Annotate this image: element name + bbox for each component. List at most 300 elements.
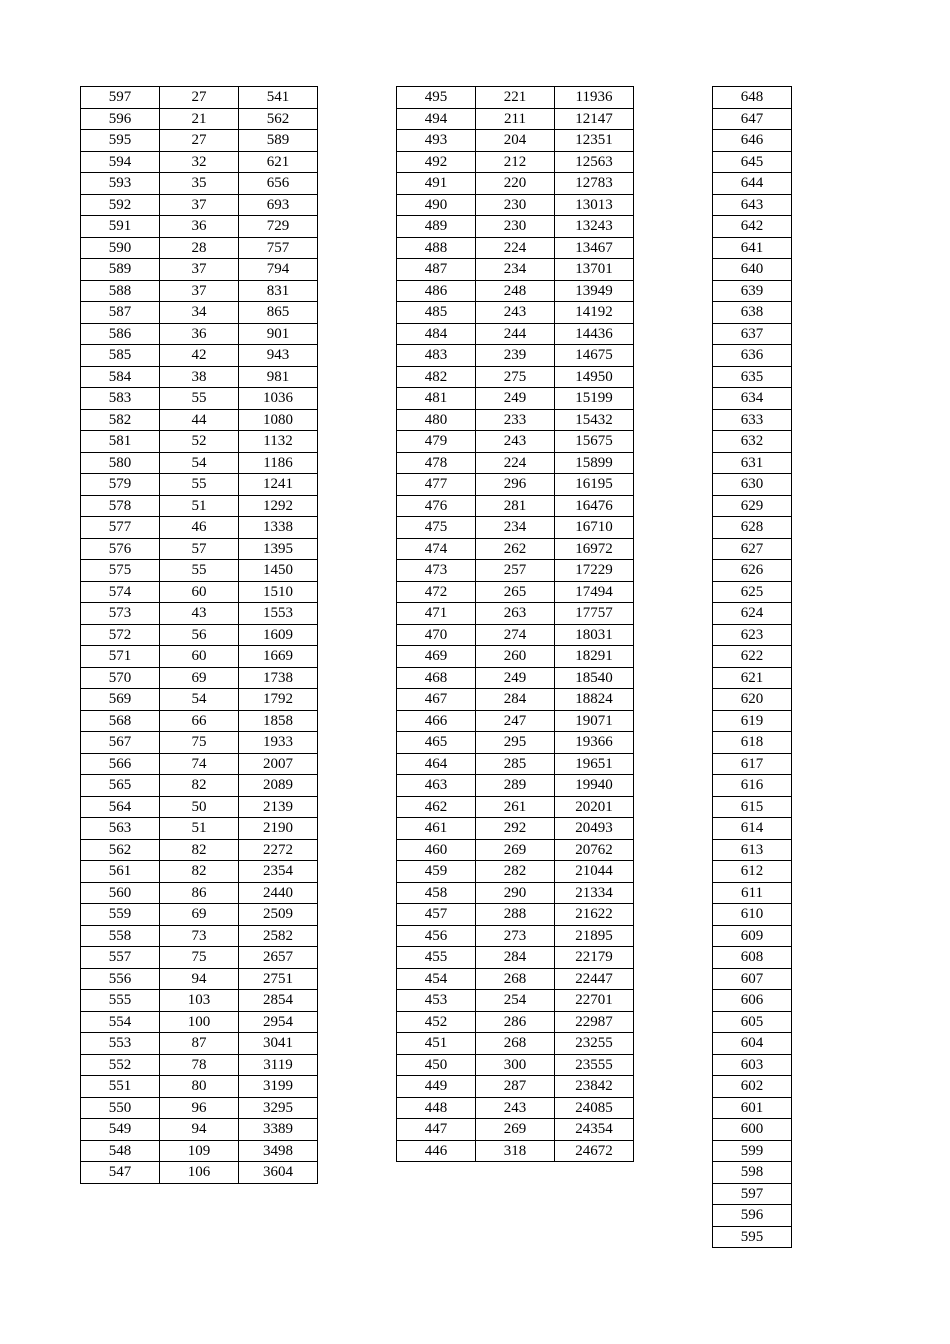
table-cell: 3041 xyxy=(239,1033,318,1055)
table-cell: 597 xyxy=(713,1183,792,1205)
table-cell: 220 xyxy=(476,173,555,195)
table-cell: 630 xyxy=(713,474,792,496)
table-row xyxy=(397,990,634,1012)
table-row xyxy=(397,452,634,474)
table-cell: 249 xyxy=(476,388,555,410)
table-cell: 224 xyxy=(476,452,555,474)
table-cell: 597 xyxy=(81,87,160,109)
table-cell: 459 xyxy=(397,861,476,883)
table-cell: 32 xyxy=(160,151,239,173)
table-cell: 21622 xyxy=(555,904,634,926)
table-row xyxy=(81,1076,318,1098)
table-cell: 490 xyxy=(397,194,476,216)
table-row xyxy=(397,1140,634,1162)
table-cell: 589 xyxy=(81,259,160,281)
table-row xyxy=(397,1033,634,1055)
table-cell: 574 xyxy=(81,581,160,603)
table-cell: 73 xyxy=(160,925,239,947)
table-cell: 12563 xyxy=(555,151,634,173)
table-cell: 476 xyxy=(397,495,476,517)
table-cell: 1792 xyxy=(239,689,318,711)
table-cell: 1241 xyxy=(239,474,318,496)
table-row xyxy=(713,1097,792,1119)
table-cell: 86 xyxy=(160,882,239,904)
table-cell: 288 xyxy=(476,904,555,926)
table-row xyxy=(397,968,634,990)
table-cell: 17229 xyxy=(555,560,634,582)
table-cell: 623 xyxy=(713,624,792,646)
table-cell: 484 xyxy=(397,323,476,345)
table-row xyxy=(81,882,318,904)
table-cell: 555 xyxy=(81,990,160,1012)
table-cell: 37 xyxy=(160,280,239,302)
table-row xyxy=(81,732,318,754)
table-cell: 591 xyxy=(81,216,160,238)
table-cell: 576 xyxy=(81,538,160,560)
table-cell: 24354 xyxy=(555,1119,634,1141)
table-row xyxy=(397,1097,634,1119)
table-row xyxy=(81,495,318,517)
table-cell: 230 xyxy=(476,216,555,238)
table-cell: 268 xyxy=(476,1033,555,1055)
table-cell: 556 xyxy=(81,968,160,990)
table-cell: 1292 xyxy=(239,495,318,517)
table-cell: 80 xyxy=(160,1076,239,1098)
table-row xyxy=(713,1162,792,1184)
table-row xyxy=(713,1054,792,1076)
table-cell: 22179 xyxy=(555,947,634,969)
table-row xyxy=(713,323,792,345)
table-cell: 475 xyxy=(397,517,476,539)
table-row xyxy=(713,151,792,173)
table-cell: 605 xyxy=(713,1011,792,1033)
table-cell: 625 xyxy=(713,581,792,603)
table-cell: 224 xyxy=(476,237,555,259)
table-cell: 21334 xyxy=(555,882,634,904)
table-row xyxy=(397,409,634,431)
table-cell: 34 xyxy=(160,302,239,324)
table-cell: 43 xyxy=(160,603,239,625)
table-cell: 592 xyxy=(81,194,160,216)
table-cell: 562 xyxy=(239,108,318,130)
table-row xyxy=(81,108,318,130)
table-cell: 286 xyxy=(476,1011,555,1033)
table-row xyxy=(713,474,792,496)
table-cell: 234 xyxy=(476,517,555,539)
table-row xyxy=(713,990,792,1012)
table-row xyxy=(713,409,792,431)
table-cell: 257 xyxy=(476,560,555,582)
table-cell: 13949 xyxy=(555,280,634,302)
table-cell: 541 xyxy=(239,87,318,109)
table-cell: 274 xyxy=(476,624,555,646)
table-cell: 16972 xyxy=(555,538,634,560)
table-row xyxy=(713,538,792,560)
table-cell: 14950 xyxy=(555,366,634,388)
table-cell: 12351 xyxy=(555,130,634,152)
table-cell: 464 xyxy=(397,753,476,775)
table-cell: 23255 xyxy=(555,1033,634,1055)
table-row xyxy=(81,990,318,1012)
table-cell: 943 xyxy=(239,345,318,367)
table-cell: 20201 xyxy=(555,796,634,818)
table-cell: 60 xyxy=(160,646,239,668)
table-cell: 581 xyxy=(81,431,160,453)
table-row xyxy=(397,194,634,216)
table-cell: 1933 xyxy=(239,732,318,754)
table-cell: 595 xyxy=(713,1226,792,1248)
table-cell: 495 xyxy=(397,87,476,109)
table-cell: 451 xyxy=(397,1033,476,1055)
table-cell: 831 xyxy=(239,280,318,302)
table-row xyxy=(713,495,792,517)
table-cell: 18031 xyxy=(555,624,634,646)
table-cell: 2007 xyxy=(239,753,318,775)
table-cell: 474 xyxy=(397,538,476,560)
table-row xyxy=(397,775,634,797)
table-cell: 56 xyxy=(160,624,239,646)
table-cell: 44 xyxy=(160,409,239,431)
table-cell: 486 xyxy=(397,280,476,302)
table-row xyxy=(81,259,318,281)
table-cell: 462 xyxy=(397,796,476,818)
table-cell: 15675 xyxy=(555,431,634,453)
table-cell: 1858 xyxy=(239,710,318,732)
table-cell: 450 xyxy=(397,1054,476,1076)
table-row xyxy=(713,947,792,969)
table-cell: 24672 xyxy=(555,1140,634,1162)
table-cell: 614 xyxy=(713,818,792,840)
table-cell: 646 xyxy=(713,130,792,152)
table-cell: 269 xyxy=(476,839,555,861)
table-row xyxy=(81,87,318,109)
table-cell: 1669 xyxy=(239,646,318,668)
table-cell: 2582 xyxy=(239,925,318,947)
table-cell: 1132 xyxy=(239,431,318,453)
table-cell: 243 xyxy=(476,302,555,324)
table-cell: 52 xyxy=(160,431,239,453)
table-row xyxy=(81,216,318,238)
table-cell: 470 xyxy=(397,624,476,646)
table-cell: 15432 xyxy=(555,409,634,431)
table-row xyxy=(713,667,792,689)
table-cell: 644 xyxy=(713,173,792,195)
table-row xyxy=(81,667,318,689)
table-cell: 19071 xyxy=(555,710,634,732)
table-cell: 17494 xyxy=(555,581,634,603)
table-cell: 587 xyxy=(81,302,160,324)
table-cell: 318 xyxy=(476,1140,555,1162)
table-row xyxy=(397,710,634,732)
table-row xyxy=(81,925,318,947)
table-cell: 582 xyxy=(81,409,160,431)
table-cell: 609 xyxy=(713,925,792,947)
table-cell: 51 xyxy=(160,495,239,517)
table-cell: 75 xyxy=(160,947,239,969)
table-row xyxy=(81,646,318,668)
table-row xyxy=(397,345,634,367)
table-cell: 632 xyxy=(713,431,792,453)
table-cell: 642 xyxy=(713,216,792,238)
table-row xyxy=(397,861,634,883)
table-row xyxy=(713,775,792,797)
table-cell: 621 xyxy=(713,667,792,689)
table-cell: 282 xyxy=(476,861,555,883)
table-cell: 22447 xyxy=(555,968,634,990)
table-cell: 55 xyxy=(160,474,239,496)
table-cell: 589 xyxy=(239,130,318,152)
table-cell: 645 xyxy=(713,151,792,173)
table-row xyxy=(81,173,318,195)
table-row xyxy=(397,1119,634,1141)
table-cell: 640 xyxy=(713,259,792,281)
table-row xyxy=(397,753,634,775)
table-row xyxy=(397,925,634,947)
table-cell: 553 xyxy=(81,1033,160,1055)
table-row xyxy=(81,968,318,990)
table-row xyxy=(713,861,792,883)
table-cell: 13467 xyxy=(555,237,634,259)
table-cell: 233 xyxy=(476,409,555,431)
table-row xyxy=(81,452,318,474)
table-cell: 557 xyxy=(81,947,160,969)
table-cell: 628 xyxy=(713,517,792,539)
table-row xyxy=(713,882,792,904)
table-row xyxy=(713,646,792,668)
table-row xyxy=(81,409,318,431)
table-row xyxy=(397,517,634,539)
table-cell: 3389 xyxy=(239,1119,318,1141)
table-cell: 454 xyxy=(397,968,476,990)
table-cell: 865 xyxy=(239,302,318,324)
table-cell: 243 xyxy=(476,431,555,453)
table-cell: 572 xyxy=(81,624,160,646)
table-cell: 260 xyxy=(476,646,555,668)
table-cell: 284 xyxy=(476,947,555,969)
table-row xyxy=(713,904,792,926)
table-row xyxy=(713,194,792,216)
table-cell: 57 xyxy=(160,538,239,560)
table-cell: 566 xyxy=(81,753,160,775)
table-cell: 472 xyxy=(397,581,476,603)
table-cell: 615 xyxy=(713,796,792,818)
table-cell: 212 xyxy=(476,151,555,173)
table-cell: 627 xyxy=(713,538,792,560)
table-cell: 37 xyxy=(160,194,239,216)
table-cell: 204 xyxy=(476,130,555,152)
table-cell: 21895 xyxy=(555,925,634,947)
table-cell: 78 xyxy=(160,1054,239,1076)
table-cell: 14436 xyxy=(555,323,634,345)
table-row xyxy=(81,280,318,302)
table-cell: 460 xyxy=(397,839,476,861)
table-cell: 54 xyxy=(160,689,239,711)
table-row xyxy=(81,323,318,345)
table-cell: 13243 xyxy=(555,216,634,238)
table-row xyxy=(81,947,318,969)
table-cell: 578 xyxy=(81,495,160,517)
table-cell: 230 xyxy=(476,194,555,216)
table-cell: 473 xyxy=(397,560,476,582)
table-row xyxy=(397,667,634,689)
table-cell: 13701 xyxy=(555,259,634,281)
table-row xyxy=(397,151,634,173)
table-cell: 46 xyxy=(160,517,239,539)
table-row xyxy=(81,517,318,539)
table-row xyxy=(397,689,634,711)
table-cell: 603 xyxy=(713,1054,792,1076)
table-cell: 18291 xyxy=(555,646,634,668)
table-cell: 16476 xyxy=(555,495,634,517)
table-cell: 461 xyxy=(397,818,476,840)
table-cell: 20493 xyxy=(555,818,634,840)
table-cell: 647 xyxy=(713,108,792,130)
table-cell: 69 xyxy=(160,904,239,926)
table-row xyxy=(713,1205,792,1227)
table-cell: 560 xyxy=(81,882,160,904)
table-cell: 74 xyxy=(160,753,239,775)
table-row xyxy=(397,1011,634,1033)
table-cell: 575 xyxy=(81,560,160,582)
table-row xyxy=(397,882,634,904)
table-cell: 616 xyxy=(713,775,792,797)
table-cell: 477 xyxy=(397,474,476,496)
table-cell: 21 xyxy=(160,108,239,130)
table-cell: 620 xyxy=(713,689,792,711)
table-cell: 596 xyxy=(713,1205,792,1227)
table-cell: 268 xyxy=(476,968,555,990)
table-cell: 23842 xyxy=(555,1076,634,1098)
table-row xyxy=(81,796,318,818)
table-cell: 290 xyxy=(476,882,555,904)
table-cell: 249 xyxy=(476,667,555,689)
table-cell: 21044 xyxy=(555,861,634,883)
table-cell: 19940 xyxy=(555,775,634,797)
table-row xyxy=(81,431,318,453)
table-cell: 2190 xyxy=(239,818,318,840)
table-cell: 571 xyxy=(81,646,160,668)
table-cell: 453 xyxy=(397,990,476,1012)
table-cell: 261 xyxy=(476,796,555,818)
table-row xyxy=(713,1011,792,1033)
table-row xyxy=(713,237,792,259)
table-cell: 36 xyxy=(160,216,239,238)
table-cell: 289 xyxy=(476,775,555,797)
table-row xyxy=(397,581,634,603)
table-cell: 94 xyxy=(160,968,239,990)
table-row xyxy=(81,603,318,625)
table-cell: 82 xyxy=(160,775,239,797)
table-cell: 42 xyxy=(160,345,239,367)
table-row xyxy=(713,1076,792,1098)
table-row xyxy=(81,130,318,152)
table-row xyxy=(713,87,792,109)
table-cell: 549 xyxy=(81,1119,160,1141)
table-row xyxy=(713,968,792,990)
table-cell: 633 xyxy=(713,409,792,431)
table-cell: 619 xyxy=(713,710,792,732)
table-row xyxy=(397,87,634,109)
table-cell: 243 xyxy=(476,1097,555,1119)
table-row xyxy=(713,1183,792,1205)
table-cell: 637 xyxy=(713,323,792,345)
table-row xyxy=(713,603,792,625)
table-row xyxy=(713,216,792,238)
table-cell: 604 xyxy=(713,1033,792,1055)
table-row xyxy=(81,1011,318,1033)
table-cell: 447 xyxy=(397,1119,476,1141)
table-cell: 15199 xyxy=(555,388,634,410)
table-row xyxy=(397,108,634,130)
table-row xyxy=(81,302,318,324)
table-cell: 596 xyxy=(81,108,160,130)
table-row xyxy=(81,388,318,410)
table-row xyxy=(397,130,634,152)
table-cell: 16710 xyxy=(555,517,634,539)
table-cell: 14192 xyxy=(555,302,634,324)
table-cell: 570 xyxy=(81,667,160,689)
table-cell: 563 xyxy=(81,818,160,840)
table-row xyxy=(713,839,792,861)
table-row xyxy=(397,560,634,582)
table-cell: 455 xyxy=(397,947,476,969)
table-cell: 598 xyxy=(713,1162,792,1184)
table-row xyxy=(81,237,318,259)
table-cell: 103 xyxy=(160,990,239,1012)
table-cell: 22701 xyxy=(555,990,634,1012)
table-cell: 1553 xyxy=(239,603,318,625)
table-cell: 626 xyxy=(713,560,792,582)
table-row xyxy=(397,366,634,388)
table-cell: 295 xyxy=(476,732,555,754)
table-cell: 478 xyxy=(397,452,476,474)
table-cell: 612 xyxy=(713,861,792,883)
table-cell: 585 xyxy=(81,345,160,367)
table-cell: 109 xyxy=(160,1140,239,1162)
table-cell: 564 xyxy=(81,796,160,818)
table-cell: 3604 xyxy=(239,1162,318,1184)
table-cell: 618 xyxy=(713,732,792,754)
table-row xyxy=(397,280,634,302)
table-cell: 18824 xyxy=(555,689,634,711)
table-cell: 482 xyxy=(397,366,476,388)
table-cell: 100 xyxy=(160,1011,239,1033)
table-cell: 19366 xyxy=(555,732,634,754)
table-cell: 3119 xyxy=(239,1054,318,1076)
table-cell: 579 xyxy=(81,474,160,496)
table-cell: 573 xyxy=(81,603,160,625)
table-cell: 66 xyxy=(160,710,239,732)
table-cell: 1450 xyxy=(239,560,318,582)
table-cell: 2089 xyxy=(239,775,318,797)
table-cell: 471 xyxy=(397,603,476,625)
table-cell: 463 xyxy=(397,775,476,797)
table-row xyxy=(713,732,792,754)
table-cell: 1338 xyxy=(239,517,318,539)
table-row xyxy=(397,947,634,969)
table-row xyxy=(81,560,318,582)
table-cell: 466 xyxy=(397,710,476,732)
table-cell: 457 xyxy=(397,904,476,926)
table-cell: 28 xyxy=(160,237,239,259)
table-cell: 577 xyxy=(81,517,160,539)
table-cell: 558 xyxy=(81,925,160,947)
table-row xyxy=(397,388,634,410)
table-cell: 2954 xyxy=(239,1011,318,1033)
table-row xyxy=(81,345,318,367)
table-row xyxy=(81,1033,318,1055)
table-cell: 594 xyxy=(81,151,160,173)
